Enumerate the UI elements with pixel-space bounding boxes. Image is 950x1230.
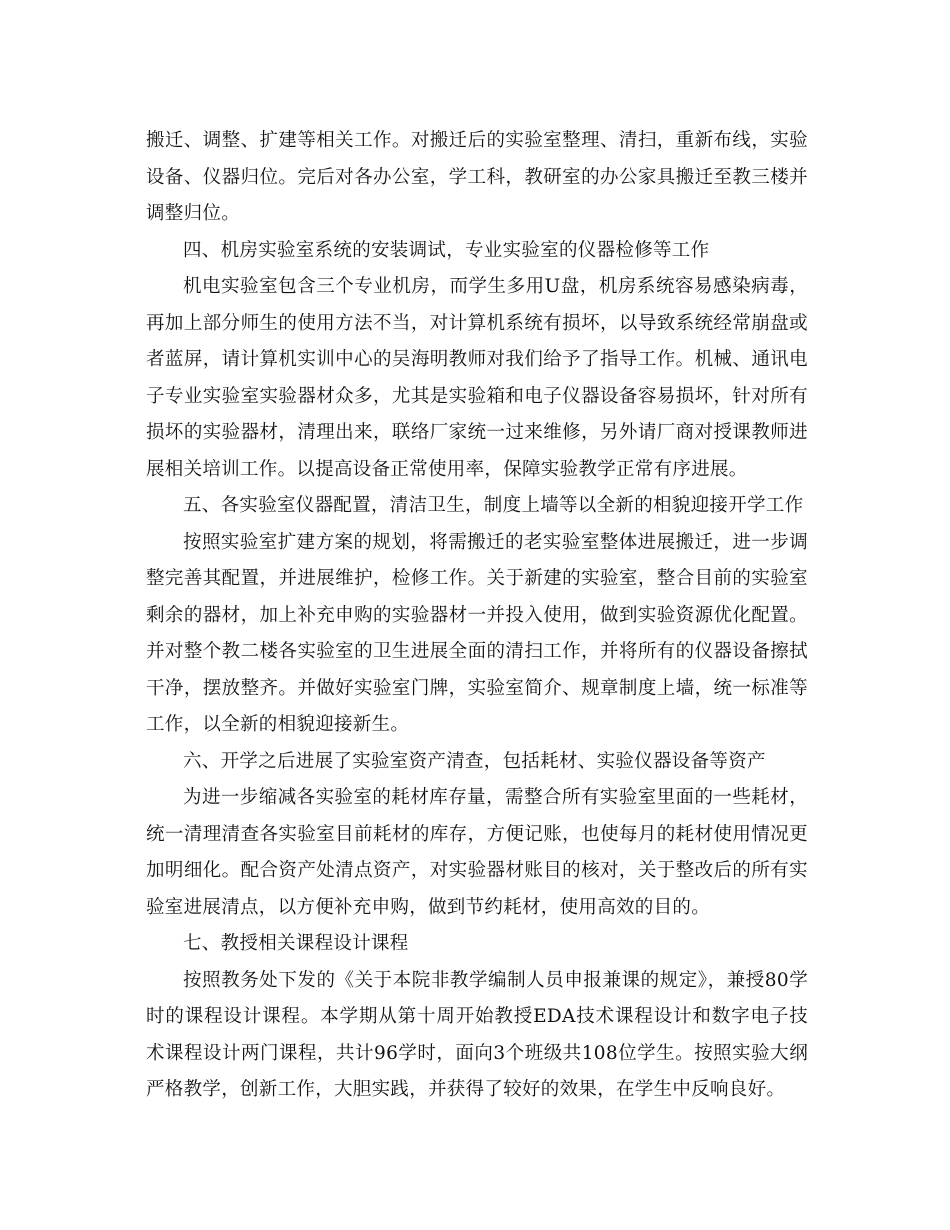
paragraph-computer-room: 机电实验室包含三个专业机房，而学生多用U盘，机房系统容易感染病毒，再加上部分师生的使用方法不当，对计算机系统有损坏，以导致系统经常崩盘或者蓝屏，请计算机实训中心的吴海明教师对我们给予了指导工作。机械、通讯电子专业实验室实验器材众多，尤其是实验箱和电子仪器设备容易损坏，针对所有损坏的实验器材，清理出来，联络厂家统一过来维修，另外请厂商对授课教师进展相关培训工作。以提高设备正常使用率，保障实验教学正常有序进展。: [146, 276, 808, 480]
section-heading-4: 四、机房实验室系统的安装调试，专业实验室的仪器检修等工作: [183, 239, 710, 261]
paragraph-relocation-continued: 搬迁、调整、扩建等相关工作。对搬迁后的实验室整理、清扫，重新布线，实验设备、仪器归位。完后对各办公室，学工科，教研室的办公家具搬迁至教三楼并调整归位。: [146, 130, 808, 224]
section-heading-5: 五、各实验室仪器配置，清洁卫生，制度上墙等以全新的相貌迎接开学工作: [183, 495, 804, 516]
paragraph-asset-inventory: 为进一步缩减各实验室的耗材库存量，需整合所有实验室里面的一些耗材，统一清理清查各实验室目前耗材的库存，方便记账，也使每月的耗材使用情况更加明细化。配合资产处清点资产，对实验器材账目的核对，关于整改后的所有实验室进展清点，以方便补充申购，做到节约耗材，使用高效的目的。: [146, 787, 808, 918]
paragraph-lab-configuration: 按照实验室扩建方案的规划，将需搬迁的老实验室整体进展搬迁，进一步调整完善其配置，并进展维护，检修工作。关于新建的实验室，整合目前的实验室剩余的器材，加上补充申购的实验器材一并投入使用，做到实验资源优化配置。并对整个教二楼各实验室的卫生进展全面的清扫工作，并将所有的仪器设备擦拭干净，摆放整齐。并做好实验室门牌，实验室简介、规章制度上墙，统一标准等工作，以全新的相貌迎接新生。: [146, 531, 808, 735]
paragraph-course-design: 按照教务处下发的《关于本院非教学编制人员申报兼课的规定》，兼授80学时的课程设计课程。本学期从第十周开始教授EDA技术课程设计和数字电子技术课程设计两门课程，共计96学时，面向3个班级共108位学生。按照实验大纲严格教学，创新工作，大胆实践，并获得了较好的效果，在学生中反响良好。: [146, 969, 808, 1100]
section-heading-7: 七、教授相关课程设计课程: [183, 933, 409, 954]
document-page: [146, 123, 808, 1109]
section-heading-6: 六、开学之后进展了实验室资产清查，包括耗材、实验仪器设备等资产: [183, 750, 766, 772]
